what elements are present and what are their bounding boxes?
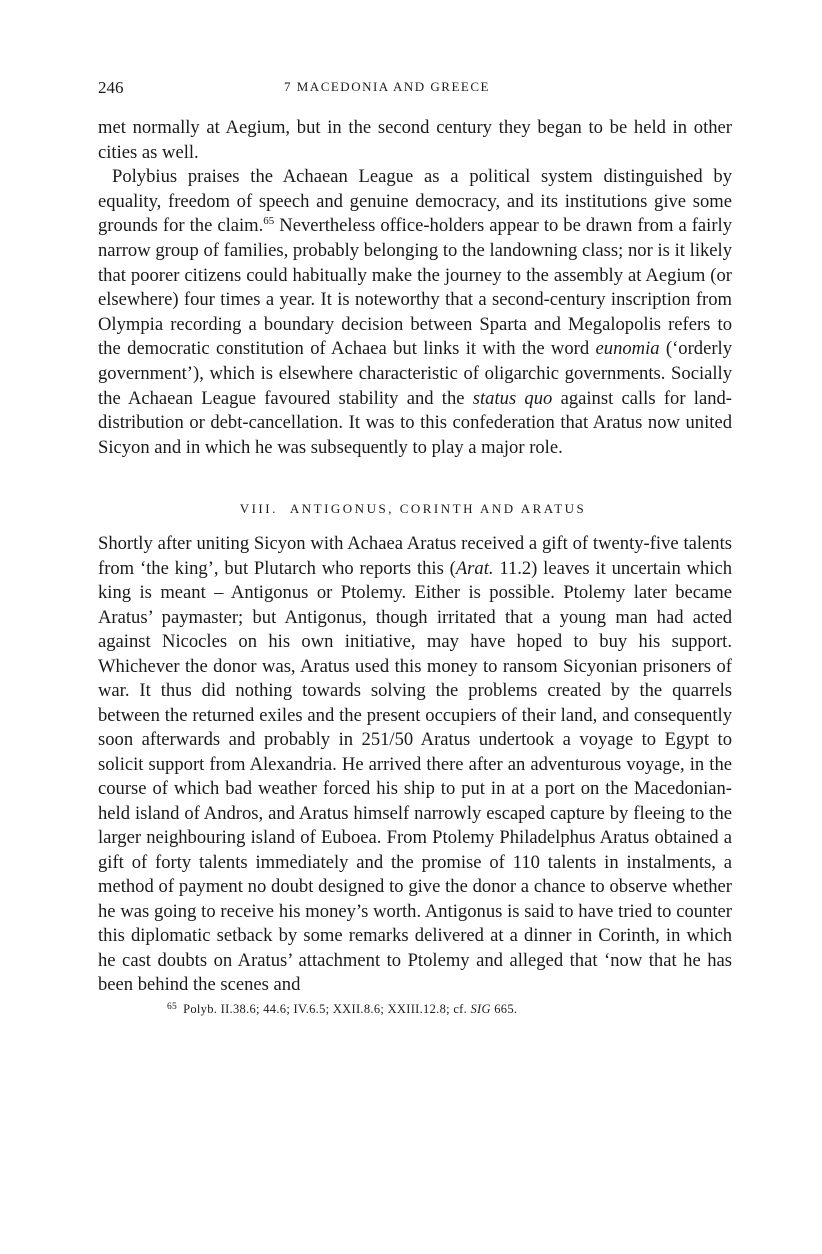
book-page [98,78,732,1017]
paragraph-text: (‘orderly government’), which is elsewhere characteristic of oligarchic governments. Socially the Achaean League favoured stability and the [98,338,732,409]
footnote [98,1002,732,1017]
chapter-title: 7 MACEDONIA AND GREECE [284,79,490,94]
italic-term-eunomia: eunomia [595,338,660,360]
section-heading [98,501,732,517]
italic-term-status-quo: status quo [472,387,553,409]
paragraph-text: Shortly after uniting Sicyon with Achaea Aratus received a gift of twenty-five talents from ‘the king’, but Plutarch who reports this ( [98,533,732,579]
paragraph-text: against calls for land-distribution or debt-cancellation. It was to this confederation that Aratus now united Sicyon and in which he was subsequently to play a major role. [98,387,732,458]
footnote-text-end: 665. [490,1001,518,1016]
paragraph-section-viii [98,532,732,998]
page-number: 246 [98,78,124,97]
footnote-mark: 65 [167,1001,178,1012]
paragraph-text: Nevertheless office-holders appear to be drawn from a fairly narrow group of families, probably belonging to the landowning class; nor is it likely that poorer citizens could habitually make the journey to the assembly at Aegium (or elsewhere) four times a year. It is noteworthy that a second-century inscription from Olympia recording a boundary decision between Sparta and Megalopolis refers to the democratic constitution of Achaea but links it with the word [98,215,732,360]
body-text [98,116,732,460]
section-body [98,532,732,998]
italic-citation-arat: Arat. [455,557,494,579]
footnote-italic-sig: SIG [470,1001,491,1016]
paragraph-text: Polybius praises the Achaean League as a political system distinguished by equality, freedom of speech and genuine democracy, and its institutions give some grounds for the claim. [98,166,732,237]
running-head [98,78,732,102]
footnote-text: Polyb. II.38.6; 44.6; IV.6.5; XXII.8.6; XXIII.12.8; cf. [183,1001,471,1016]
section-numeral: VIII. [239,501,278,517]
section-title: ANTIGONUS, CORINTH AND ARATUS [289,501,587,517]
paragraph-achaean-league [98,165,732,460]
paragraph-text: 11.2) leaves it uncertain which king is meant – Antigonus or Ptolemy. Either is possible. Ptolemy later became Aratus’ paymaster; but Antigonus, though irritated that a young man had acted against Nicocles on his own initiative, may have hoped to buy his support. Whichever the donor was, Aratus used this money to ransom Sicyonian prisoners of war. It thus did nothing towards solving the problems created by the quarrels between the returned exiles and the present occupiers of their land, and consequently soon afterwards and probably in 251/50 Aratus undertook a voyage to Egypt to solicit support from Alexandria. He arrived there after an adventurous voyage, in the course of which bad weather forced his ship to put in at a port on the Macedonian-held island of Andros, and Aratus himself narrowly escaped capture by fleeing to the larger neighbouring island of Euboea. From Ptolemy Philadelphus Aratus obtained a gift of forty talents immediately and the promise of 110 talents in instalments, a method of payment no doubt designed to give the donor a chance to observe whether he was going to receive his money’s worth. Antigonus is said to have tried to counter this diplomatic setback by some remarks delivered at a dinner in Corinth, in which he cast doubts on Aratus’ attachment to Ptolemy and alleged that ‘now that he has been behind the scenes and [98,557,732,996]
paragraph-text: met normally at Aegium, but in the second century they began to be held in other cities as well. [98,117,732,163]
paragraph-continued [98,116,732,165]
footnote-reference: 65 [263,215,275,228]
